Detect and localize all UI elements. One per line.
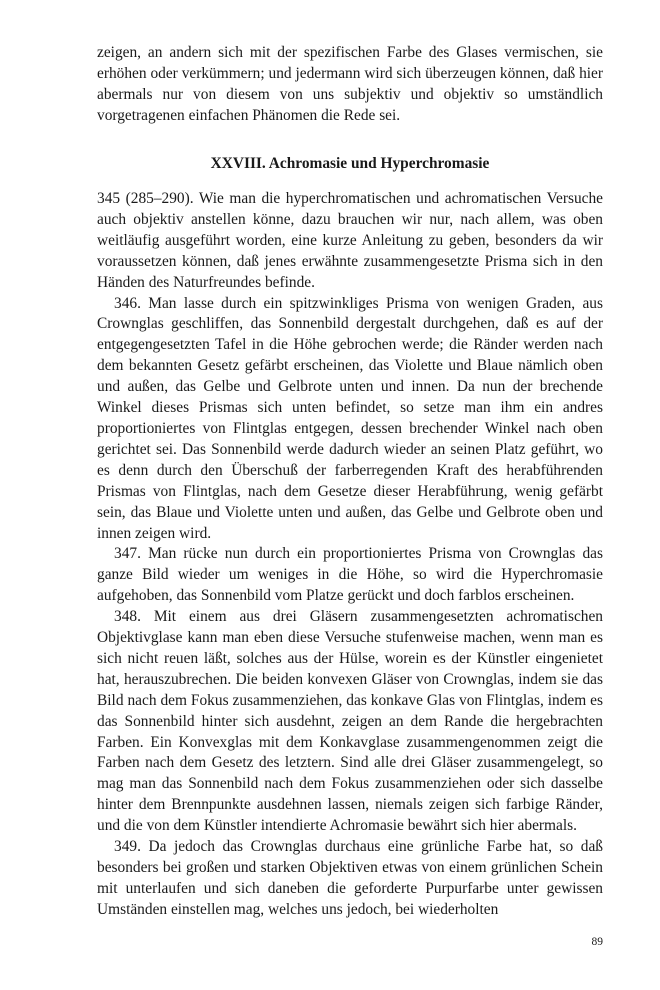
paragraph-349: 349. Da jedoch das Crownglas durchaus eine grünliche Farbe hat, so daß besonders bei großen und starken Objektiven etwas von einem grünlichen Schein mit unterlaufen und sich daneben die geforderte Purpurfarbe unter gewissen Umständen einstellen mag, welches uns jedoch, bei wiederholten: [97, 838, 603, 918]
intro-paragraph: zeigen, an andern sich mit der spezifischen Farbe des Glases vermischen, sie erhöhen oder verkümmern; und jedermann wird sich überzeugen können, daß hier abermals nur von diesem von uns subjektiv und objektiv so umständlich vorgetragenen einfachen Phänomen die Rede sei.: [97, 44, 603, 124]
section-body: [97, 189, 603, 921]
paragraph-347: 347. Man rücke nun durch ein proportioniertes Prisma von Crownglas das ganze Bild wieder um weniges in die Höhe, so wird die Hyperchromasie aufgehoben, das Sonnenbild vom Platze gerückt und doch farblos erscheinen.: [97, 545, 603, 605]
paragraph-348: 348. Mit einem aus drei Gläsern zusammengesetzten achromatischen Objektivglase kann man eben diese Versuche stufenweise machen, wenn man es sich nicht reuen läßt, solches aus der Hülse, worein es der Künstler eingenietet hat, herauszubrechen. Die beiden konvexen Gläser von Crownglas, indem sie das Bild nach dem Fokus zusammenziehen, das konkave Glas von Flintglas, indem es das Sonnenbild hinter sich ausdehnt, zeigen an dem Rande die hergebrachten Farben. Ein Konvexglas mit dem Konkavglase zusammengenommen zeigt die Farben nach dem Gesetz des letztern. Sind alle drei Gläser zusammengelegt, so mag man das Sonnenbild nach dem Fokus zusammenziehen oder sich dasselbe hinter dem Brennpunkte ausdehnen lassen, niemals zeigen sich farbige Ränder, und die von dem Künstler intendierte Achromasie bewährt sich hier abermals.: [97, 608, 603, 835]
paragraph-346: 346. Man lasse durch ein spitzwinkliges Prisma von wenigen Graden, aus Crownglas geschliffen, das Sonnenbild dergestalt durchgehen, daß es auf der entgegengesetzten Tafel in die Höhe gebrochen werde; die Ränder werden nach dem bekannten Gesetz gefärbt erscheinen, das Violette und Blaue nämlich oben und außen, das Gelbe und Gelbrote unten und innen. Da nun der brechende Winkel dieses Prismas sich unten befindet, so setze man ihm ein andres proportioniertes von Flintglas entgegen, dessen brechender Winkel nach oben gerichtet sei. Das Sonnenbild werde dadurch wieder an seinen Platz geführt, wo es denn durch den Überschuß der farberregenden Kraft des herabführenden Prismas von Flintglas, nach dem Gesetze dieser Herabführung, wenig gefärbt sein, das Blaue und Violette unten und außen, das Gelbe und Gelbrote oben und innen zeigen wird.: [97, 294, 603, 542]
page-number: 89: [591, 936, 603, 948]
intro-block: [97, 43, 603, 127]
paragraph-345: 345 (285–290). Wie man die hyperchromatischen und achromatischen Versuche auch objektiv anstellen könne, dazu brauchen wir nur, nach allem, was oben weitläufig ausgeführt worden, eine kurze Anleitung zu geben, besonders da wir voraussetzen können, daß jenes erwähnte zusammengesetzte Prisma sich in den Händen des Naturfreundes befinde.: [97, 190, 603, 291]
section-heading: XXVIII. Achromasie und Hyperchromasie: [210, 155, 490, 172]
